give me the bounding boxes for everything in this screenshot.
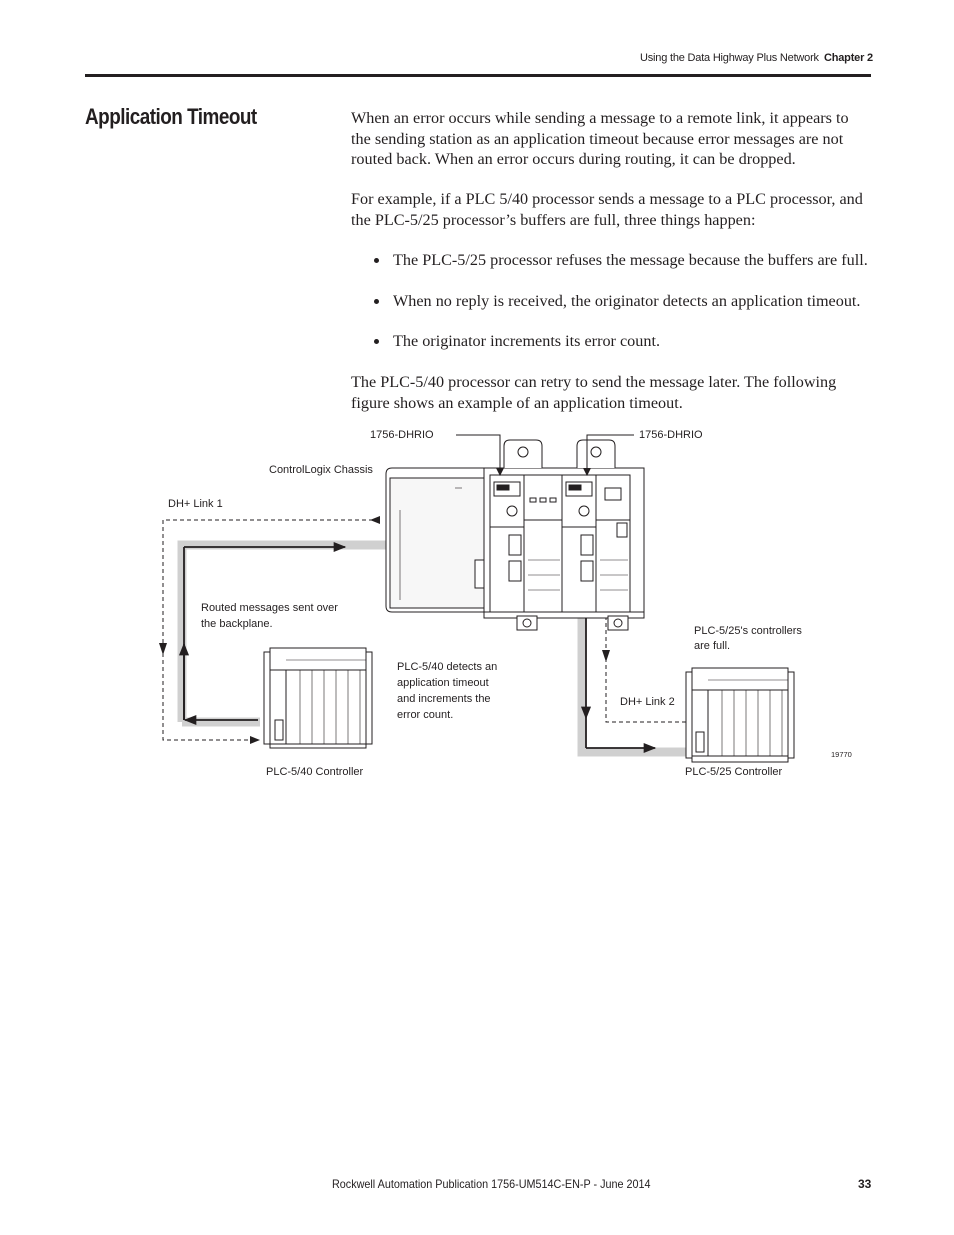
plc-5-25-label: PLC-5/25 Controller: [685, 766, 783, 778]
running-header-chapter: Chapter 2: [824, 52, 873, 64]
detect-label-line: PLC-5/40 detects an: [397, 661, 498, 673]
bullet-text: The originator increments its error count.: [393, 332, 661, 350]
dhrio-left-label: 1756-DHRIO: [370, 429, 434, 441]
link1-arrowhead-icon: [250, 736, 260, 744]
retry-paragraph: The PLC-5/40 processor can retry to send the message later. The following figure shows an example of an application timeout.: [351, 373, 837, 412]
footer-publication: Rockwell Automation Publication 1756-UM514C-EN-P - June 2014: [332, 1177, 651, 1191]
figure-number: 19770: [831, 750, 852, 759]
bullet-text: The PLC-5/25 processor refuses the message because the buffers are full.: [393, 251, 868, 269]
detect-label-line: application timeout: [397, 677, 489, 689]
dhrio-right-label: 1756-DHRIO: [639, 429, 703, 441]
full-label-line: PLC-5/25's controllers: [694, 625, 802, 637]
bullet-text: When no reply is received, the originator detects an application timeout.: [393, 292, 861, 310]
detect-label-line: and increments the: [397, 693, 491, 705]
plc-5-40-label: PLC-5/40 Controller: [266, 766, 364, 778]
section-title: Application Timeout: [85, 104, 257, 129]
running-header-title: Using the Data Highway Plus Network: [640, 52, 819, 64]
link1-arrowhead-icon: [159, 643, 167, 655]
routed-label-line: Routed messages sent over: [201, 602, 338, 614]
routed-label-line: the backplane.: [201, 618, 273, 630]
dh-link-2-label: DH+ Link 2: [620, 696, 675, 708]
link2-arrowhead-icon: [602, 650, 610, 662]
controllogix-chassis: [386, 440, 644, 630]
dhrio-left-callout: [456, 435, 500, 470]
page-number: 33: [858, 1177, 872, 1191]
dh-link-1-label: DH+ Link 1: [168, 498, 223, 510]
intro-paragraph: When an error occurs while sending a message to a remote link, it appears to the sending station as an application timeout because error messages are not routed back. When an error occurs during routing, it can be dropped.: [351, 109, 849, 168]
detect-label-line: error count.: [397, 709, 454, 721]
full-label-line: are full.: [694, 640, 731, 652]
plc-5-25-rack: [686, 668, 794, 762]
chassis-label: ControlLogix Chassis: [269, 464, 373, 476]
plc-5-40-rack: [264, 648, 372, 748]
link1-arrowhead-icon: [370, 516, 380, 524]
example-paragraph: For example, if a PLC 5/40 processor sends a message to a PLC processor, and the PLC-5/25 processor’s buffers are full, three things happen:: [351, 190, 863, 229]
